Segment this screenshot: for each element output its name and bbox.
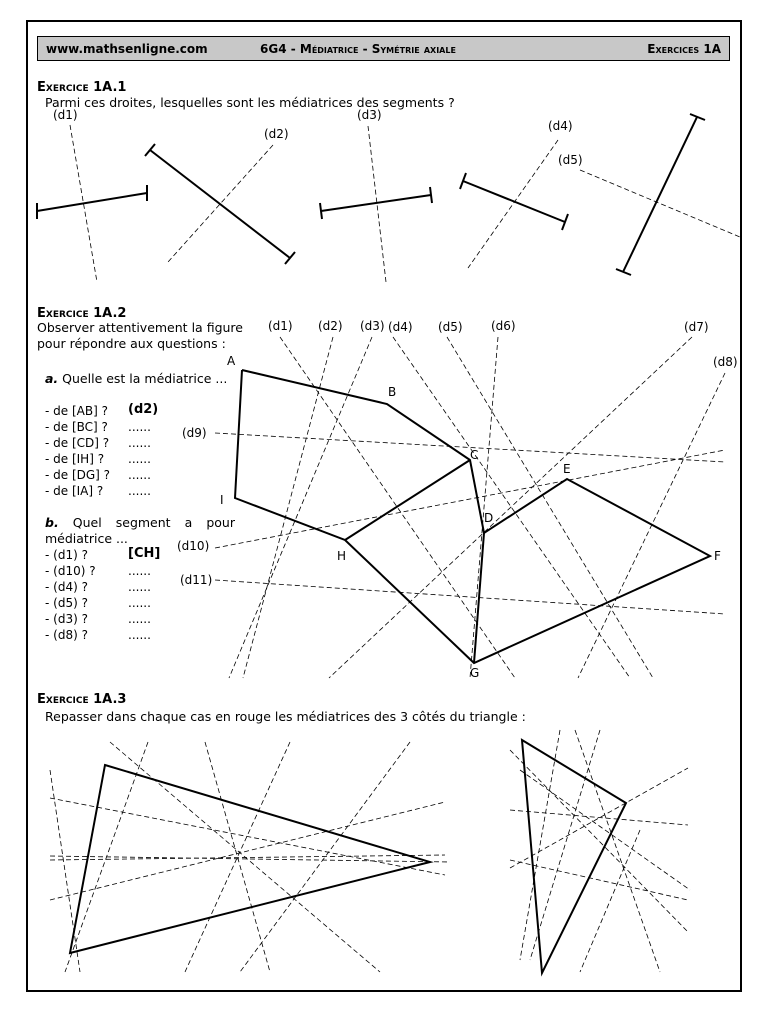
ex3-title: Exercice 1A.3	[37, 692, 127, 707]
ex2-intro: Observer attentivement la figure pour répondre aux questions :	[37, 320, 243, 351]
ex2-b-ans1: ......	[128, 564, 151, 578]
chapter-title: 6G4 - Médiatrice - Symétrie axiale	[260, 42, 456, 56]
ex2-a-q2: - de [CD] ?	[45, 436, 110, 450]
ex1-title: Exercice 1A.1	[37, 80, 127, 95]
ex2-b-text: Quel segment a pour médiatrice ...	[45, 515, 235, 546]
ex2-a-ans0: (d2)	[128, 402, 159, 417]
ex2-b-ans2: ......	[128, 580, 151, 594]
point-A: A	[227, 354, 236, 368]
ex2-label-d6: (d6)	[491, 319, 516, 333]
ex1-label-d1: (d1)	[53, 108, 78, 122]
point-B: B	[388, 385, 397, 399]
site-name: www.mathsenligne.com	[46, 42, 208, 56]
ex2-label-d1: (d1)	[268, 319, 293, 333]
ex1-figure	[37, 114, 740, 282]
ex2-b-ans5: ......	[128, 628, 151, 642]
ex2-b-q5: - (d8) ?	[45, 628, 88, 642]
point-G: G	[470, 666, 480, 680]
ex2-label-d4: (d4)	[388, 320, 413, 334]
point-E: E	[563, 462, 571, 476]
ex2-label-d11: (d11)	[180, 573, 213, 587]
ex2-b-marker: b.	[45, 515, 59, 530]
ex2-a-text: Quelle est la médiatrice ...	[62, 371, 228, 386]
ex2-label-d5: (d5)	[438, 320, 463, 334]
ex2-a-q0: - de [AB] ?	[45, 404, 108, 418]
exercise-set: Exercices 1A	[647, 42, 721, 56]
point-H: H	[337, 549, 347, 563]
point-F: F	[714, 549, 721, 563]
point-C: C	[470, 448, 479, 462]
ex2-title: Exercice 1A.2	[37, 306, 127, 321]
ex2-a-q3: - de [IH] ?	[45, 452, 105, 466]
ex2-b-ans3: ......	[128, 596, 151, 610]
ex2-label-d7: (d7)	[684, 320, 709, 334]
ex2-question-a	[45, 371, 235, 387]
ex1-question: Parmi ces droites, lesquelles sont les médiatrices des segments ?	[45, 95, 455, 110]
ex2-label-d3: (d3)	[360, 319, 385, 333]
ex2-b-q2: - (d4) ?	[45, 580, 88, 594]
ex2-a-q1: - de [BC] ?	[45, 420, 108, 434]
ex2-b-q4: - (d3) ?	[45, 612, 88, 626]
ex2-a-q4: - de [DG] ?	[45, 468, 111, 482]
ex2-label-d9: (d9)	[182, 426, 207, 440]
ex2-a-ans1: ......	[128, 420, 151, 434]
ex1-label-d3: (d3)	[357, 108, 382, 122]
ex1-label-d4: (d4)	[548, 119, 573, 133]
ex2-b-q0: - (d1) ?	[45, 548, 88, 562]
ex1-label-d5: (d5)	[558, 153, 583, 167]
ex1-label-d2: (d2)	[264, 127, 289, 141]
ex3-instruction: Repasser dans chaque cas en rouge les médiatrices des 3 côtés du triangle :	[45, 709, 526, 724]
ex3-figure	[50, 730, 690, 973]
ex2-b-ans4: ......	[128, 612, 151, 626]
ex2-a-ans5: ......	[128, 484, 151, 498]
ex2-label-d2: (d2)	[318, 319, 343, 333]
ex2-a-ans4: ......	[128, 468, 151, 482]
ex2-label-d8: (d8)	[713, 355, 738, 369]
ex2-label-d10: (d10)	[177, 539, 210, 553]
ex2-b-q1: - (d10) ?	[45, 564, 96, 578]
ex2-a-marker: a.	[45, 371, 59, 386]
point-D: D	[484, 511, 494, 525]
ex2-a-ans2: ......	[128, 436, 151, 450]
ex2-b-q3: - (d5) ?	[45, 596, 88, 610]
ex2-a-q5: - de [IA] ?	[45, 484, 104, 498]
point-I: I	[220, 493, 224, 507]
ex2-b-ans0: [CH]	[128, 546, 161, 561]
ex2-a-ans3: ......	[128, 452, 151, 466]
ex2-figure	[215, 337, 725, 678]
